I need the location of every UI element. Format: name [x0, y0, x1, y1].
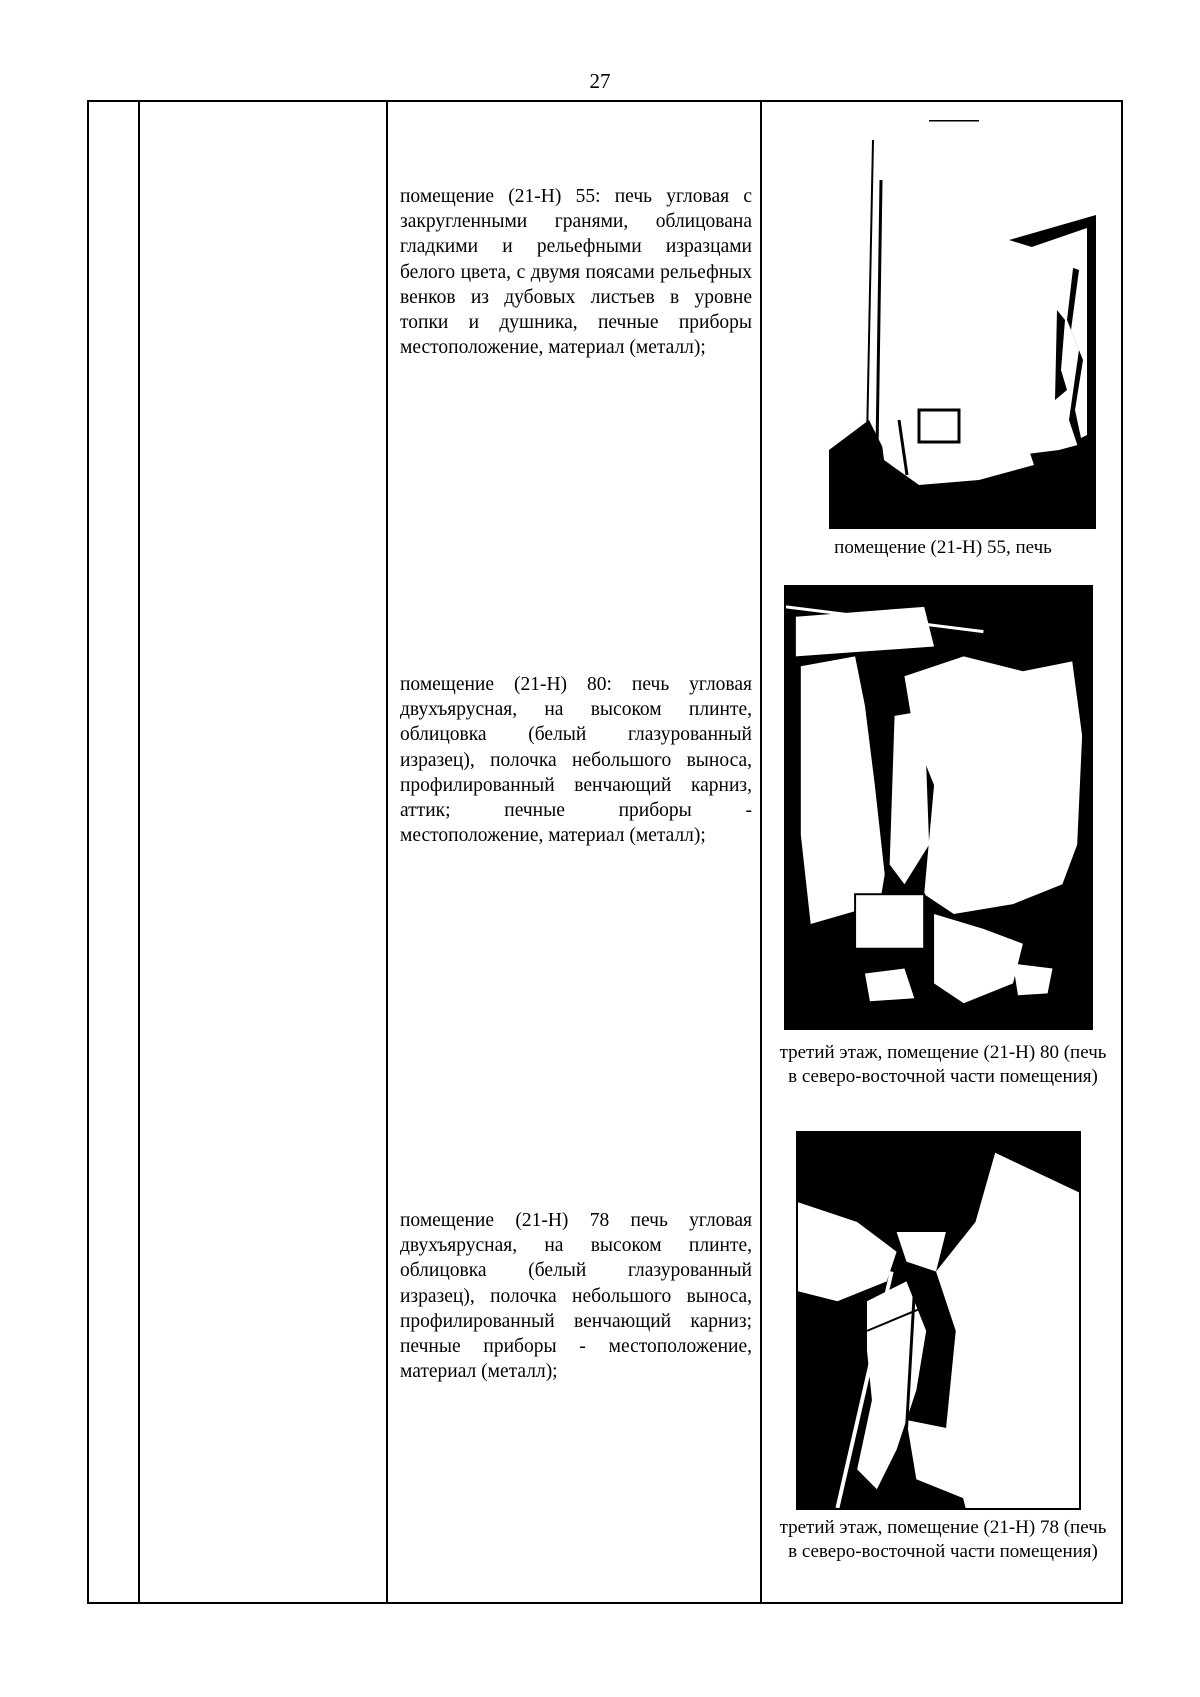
stove-photo	[796, 1131, 1081, 1510]
stove-photo	[829, 120, 1096, 529]
photo-caption: третий этаж, помещение (21-Н) 80 (печь в северо-восточной части помещения)	[779, 1042, 1107, 1087]
photo-caption: помещение (21-Н) 55, печь	[834, 537, 1052, 558]
row-description: помещение (21-Н) 78 печь угловая двухъярусная, на высоком плинте, облицовка (белый глазурованный изразец), полочка небольшого выноса, профилированный венчающий карниз; печные приборы - местоположение, материал (металл);	[400, 1210, 752, 1383]
row-description: помещение (21-Н) 80: печь угловая двухъярусная, на высоком плинте, облицовка (белый глазурованный изразец), полочка небольшого выноса, профилированный венчающий карниз, аттик; печные приборы - местоположение, материал (металл);	[400, 674, 752, 847]
column-divider-3	[760, 102, 762, 1602]
column-divider-1	[138, 102, 140, 1602]
photo-caption: третий этаж, помещение (21-Н) 78 (печь в северо-восточной части помещения)	[779, 1517, 1107, 1562]
column-divider-2	[386, 102, 388, 1602]
page-number: 27	[589, 69, 611, 93]
row-description: помещение (21-Н) 55: печь угловая с закругленными гранями, облицована гладкими и рельефными изразцами белого цвета, с двумя поясами рельефных венков из дубовых листьев в уровне топки и душника, печные приборы местоположение, материал (металл);	[400, 186, 752, 359]
stove-photo	[784, 585, 1093, 1030]
